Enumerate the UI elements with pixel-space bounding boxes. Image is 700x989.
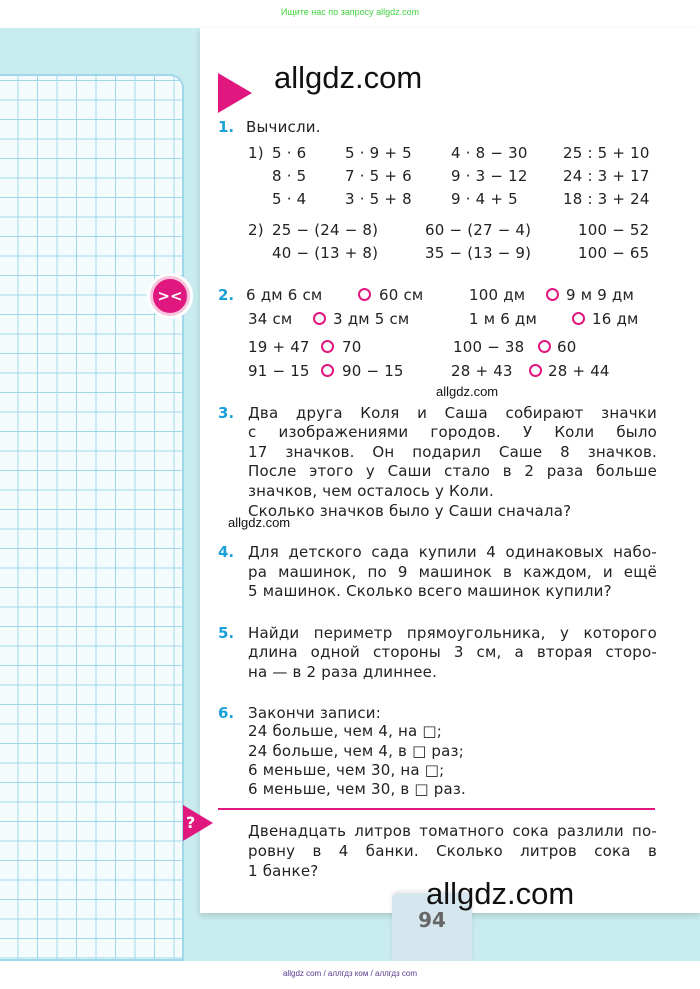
grid-paper [0, 74, 184, 961]
compare-circle-icon[interactable] [358, 288, 371, 301]
expression: 24 : 3 + 17 [563, 167, 650, 185]
footer: allgdz com / аллгдз ком / аллгдз com [282, 969, 418, 978]
expression: 25 − (24 − 8) [272, 221, 379, 239]
compare-circle-icon[interactable] [572, 312, 585, 325]
comparison-term: 60 см [379, 286, 424, 304]
page-number: 94 [418, 908, 446, 932]
expression: 40 − (13 + 8) [272, 244, 379, 262]
divider [218, 808, 655, 810]
expression: 5 · 9 + 5 [345, 144, 412, 162]
text-line: Сколько значков было у Саши сначала? [248, 502, 572, 520]
part-label: 1) [248, 144, 264, 162]
expression: 9 · 3 − 12 [451, 167, 528, 185]
comparison-term: 3 дм 5 см [333, 310, 410, 328]
compare-circle-icon[interactable] [546, 288, 559, 301]
expression: 5 · 6 [272, 144, 307, 162]
expression: 100 − 52 [578, 221, 650, 239]
expression: 9 · 4 + 5 [451, 190, 518, 208]
compare-circle-icon[interactable] [321, 340, 334, 353]
text-line: 5 машинок. Сколько всего машинок купили? [248, 582, 612, 600]
watermark: allgdz.com [426, 876, 575, 911]
compare-icon: >< [150, 276, 190, 316]
compare-circle-icon[interactable] [321, 364, 334, 377]
text-line: на — в 2 раза длиннее. [248, 663, 438, 681]
comparison-term: 16 дм [592, 310, 639, 328]
compare-circle-icon[interactable] [529, 364, 542, 377]
exercise-number: 6. [218, 704, 235, 722]
expression: 60 − (27 − 4) [425, 221, 532, 239]
comparison-term: 1 м 6 дм [469, 310, 537, 328]
expression: 5 · 4 [272, 190, 307, 208]
comparison-term: 34 см [248, 310, 293, 328]
exercise-title: Вычисли. [246, 118, 321, 136]
text-line: 6 меньше, чем 30, на □; [248, 761, 445, 779]
watermark: allgdz.com [228, 515, 291, 530]
expression: 25 : 5 + 10 [563, 144, 650, 162]
comparison-term: 100 − 38 [453, 338, 525, 356]
comparison-term: 19 + 47 [248, 338, 310, 356]
expression: 100 − 65 [578, 244, 650, 262]
text-line: Два друга Коля и Саша собирают значки [248, 404, 657, 422]
text-line: Для детского сада купили 4 одинаковых набо- [248, 543, 657, 561]
text-line: ровну в 4 банки. Сколько литров сока в [248, 842, 657, 860]
exercise-number: 5. [218, 624, 235, 642]
text-line: длина одной стороны 3 см, а вторая сторо- [248, 643, 657, 661]
text-line: Закончи записи: [248, 704, 382, 722]
exercise-number: 3. [218, 404, 235, 422]
comparison-term: 70 [342, 338, 362, 356]
text-line: с изображениями городов. У Коли было [248, 423, 657, 441]
watermark: allgdz.com [274, 60, 423, 95]
expression: 35 − (13 − 9) [425, 244, 532, 262]
text-line: 1 банке? [248, 862, 319, 880]
expression: 3 · 5 + 8 [345, 190, 412, 208]
text-line: ра машинок, по 9 машинок в каждом, и ещё [248, 563, 657, 581]
expression: 7 · 5 + 6 [345, 167, 412, 185]
text-line: 17 значков. Он подарил Саше 8 значков. [248, 443, 657, 461]
text-line: 24 больше, чем 4, в □ раз; [248, 742, 464, 760]
comparison-term: 28 + 43 [451, 362, 513, 380]
top-note: Ищите нас по запросу allgdz.com [280, 7, 420, 17]
exercise-number: 4. [218, 543, 235, 561]
text-line: 24 больше, чем 4, на □; [248, 722, 443, 740]
text-line: 6 меньше, чем 30, в □ раз. [248, 780, 466, 798]
exercise-number: 2. [218, 286, 235, 304]
text-line: Найди периметр прямоугольника, у которого [248, 624, 657, 642]
comparison-term: 90 − 15 [342, 362, 404, 380]
compare-circle-icon[interactable] [538, 340, 551, 353]
question-mark-icon: ? [186, 813, 196, 832]
watermark: allgdz.com [436, 384, 499, 399]
comparison-term: 6 дм 6 см [246, 286, 323, 304]
comparison-term: 28 + 44 [548, 362, 610, 380]
compare-circle-icon[interactable] [313, 312, 326, 325]
expression: 8 · 5 [272, 167, 307, 185]
expression: 18 : 3 + 24 [563, 190, 650, 208]
section-marker-icon [218, 73, 252, 113]
text-line: значков, чем осталось у Коли. [248, 482, 494, 500]
comparison-term: 60 [557, 338, 577, 356]
text-line: Двенадцать литров томатного сока разлили по- [248, 822, 657, 840]
part-label: 2) [248, 221, 264, 239]
exercise-number: 1. [218, 118, 235, 136]
expression: 4 · 8 − 30 [451, 144, 528, 162]
text-line: После этого у Саши стало в 2 раза больше [248, 462, 657, 480]
comparison-term: 100 дм [469, 286, 526, 304]
comparison-term: 9 м 9 дм [566, 286, 634, 304]
comparison-term: 91 − 15 [248, 362, 310, 380]
